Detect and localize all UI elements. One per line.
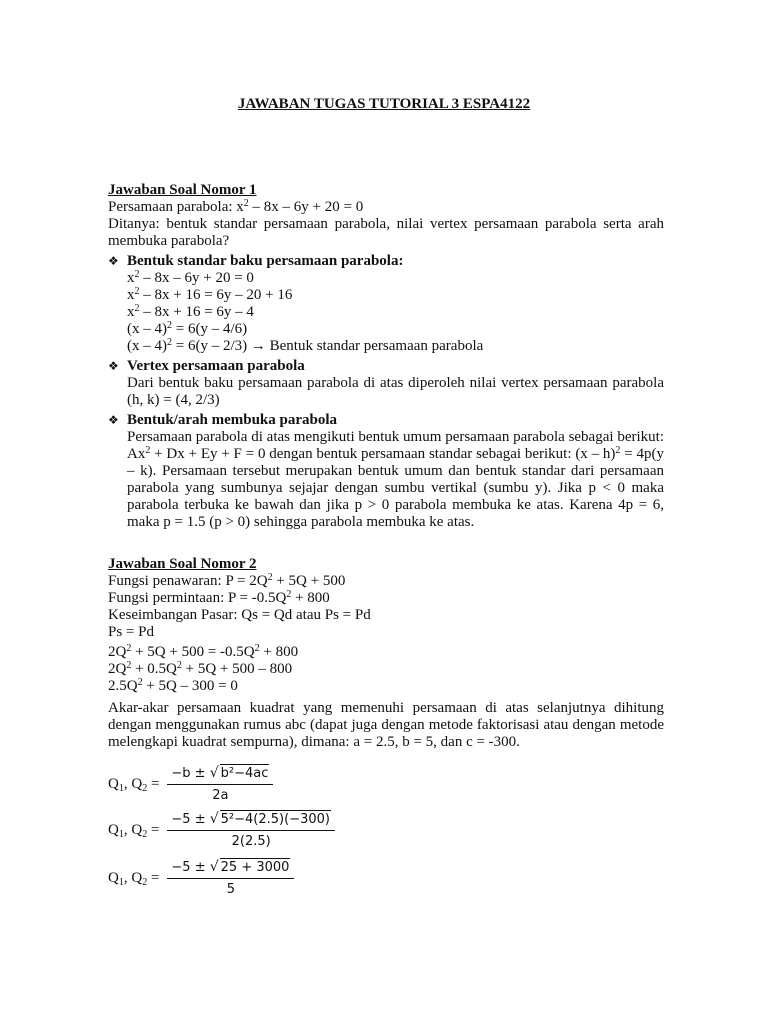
equilibrium-condition: Keseimbangan Pasar: Qs = Qd atau Ps = Pd <box>108 607 371 623</box>
square-root-icon: √ <box>209 859 219 875</box>
step-line: $2.5Q^2 + 5Q - 300 = 0$ <box>108 677 238 694</box>
step-line: $2Q^2 + 5Q + 500 = -0.5Q^2 + 800$ <box>108 643 299 660</box>
soal-1-equation: Persamaan parabola: $x^2 - 8x - 6y + 20 = 0$ <box>108 198 364 215</box>
step-line: (x – 4)$^2$ = 6(y – 2/3) → Bentuk standar persamaan parabola <box>127 337 484 354</box>
right-arrow-icon: → <box>250 338 266 354</box>
vertex-heading: Vertex persamaan parabola <box>127 358 305 374</box>
diamond-bullet-icon: ❖ <box>108 254 119 268</box>
step-line: $x^2 - 8x - 6y + 20 = 0$ <box>127 269 254 286</box>
step-line: $2Q^2 + 0.5Q^2 + 5Q + 500 - 800$ <box>108 660 293 677</box>
soal-1-heading: Jawaban Soal Nomor 1 <box>108 182 257 198</box>
bentuk-standar-heading: Bentuk standar baku persamaan parabola: <box>127 253 404 269</box>
diamond-bullet-icon: ❖ <box>108 359 119 373</box>
fraction: $\frac{\text{−5 ± √ 5²−4(2.5)(−300)}}{2(2.5)}$ <box>167 810 335 850</box>
soal-2-heading: Jawaban Soal Nomor 2 <box>108 556 257 572</box>
bullet-arah-membuka <box>108 412 664 531</box>
supply-function: Fungsi penawaran: $P = 2Q^2 + 5Q + 500$ <box>108 572 346 589</box>
quadratic-formula-substituted <box>108 810 335 850</box>
step-line: $x^2 - 8x + 16 = 6y - 4$ <box>127 303 254 320</box>
soal-2-section <box>108 556 664 751</box>
abc-formula-paragraph: Akar-akar persamaan kuadrat yang memenuhi persamaan di atas selanjutnya dihitung dengan menggunakan rumus abc (dapat juga dengan metode faktorisasi atau dengan metode melengkapi kuadrat sempurna), dimana: a = 2.5, b = 5, dan c = -300. <box>108 700 664 750</box>
formula-label: $Q_1$, $Q_2$ = <box>108 775 160 794</box>
diamond-bullet-icon: ❖ <box>108 413 119 427</box>
quadratic-formula-general <box>108 764 273 804</box>
square-root-icon: √ <box>209 765 219 781</box>
soal-1-question: Ditanya: bentuk standar persamaan parabola, nilai vertex persamaan parabola serta arah membuka parabola? <box>108 216 664 249</box>
arah-membuka-text: Persamaan parabola di atas mengikuti bentuk umum persamaan parabola sebagai berikut: $Ax^2 + Dx + Ey + F = 0$ dengan bentuk persamaan standar sebagai berikut: (x – h)$^2$ = 4p(y – k). Persamaan tersebut merupakan bentuk umum dan bentuk standar dari persamaan parabola yang sumbunya sejajar dengan sumbu vertikal (sumbu y). Jika p < 0 maka parabola terbuka ke bawah dan jika p > 0 parabola membuka ke atas. Karena 4p = 6, maka p = 1.5 (p > 0) sehingga parabola membuka ke atas. <box>127 429 664 530</box>
bullet-vertex <box>108 358 664 409</box>
demand-function: Fungsi permintaan: $P = -0.5Q^2 + 800$ <box>108 589 330 606</box>
formula-label: $Q_1$, $Q_2$ = <box>108 869 160 888</box>
step-line: (x – 4)$^2$ = 6(y – 4/6) <box>127 320 248 337</box>
document-title: JAWABAN TUGAS TUTORIAL 3 ESPA4122 <box>237 96 531 112</box>
bentuk-standar-steps <box>108 270 664 355</box>
ps-equals-pd: Ps = Pd <box>108 624 154 640</box>
step-line: $x^2 - 8x + 16 = 6y - 20 + 16$ <box>127 286 293 303</box>
fraction: $\frac{\text{−b ± √ b²−4ac}}{2a}$ <box>167 764 273 804</box>
bullet-bentuk-standar <box>108 253 664 355</box>
fraction: $\frac{-5 \pm √ 25 + 3000}{5}$ <box>167 858 294 898</box>
vertex-text: Dari bentuk baku persamaan parabola di atas diperoleh nilai vertex persamaan parabola (h, k) = (4, 2/3) <box>127 375 664 408</box>
soal-1-section <box>108 182 664 531</box>
quadratic-formula-simplified <box>108 858 294 898</box>
formula-label: $Q_1$, $Q_2$ = <box>108 821 160 840</box>
square-root-icon: √ <box>209 811 219 827</box>
arah-membuka-heading: Bentuk/arah membuka parabola <box>127 412 338 428</box>
equilibrium-steps <box>108 644 664 695</box>
